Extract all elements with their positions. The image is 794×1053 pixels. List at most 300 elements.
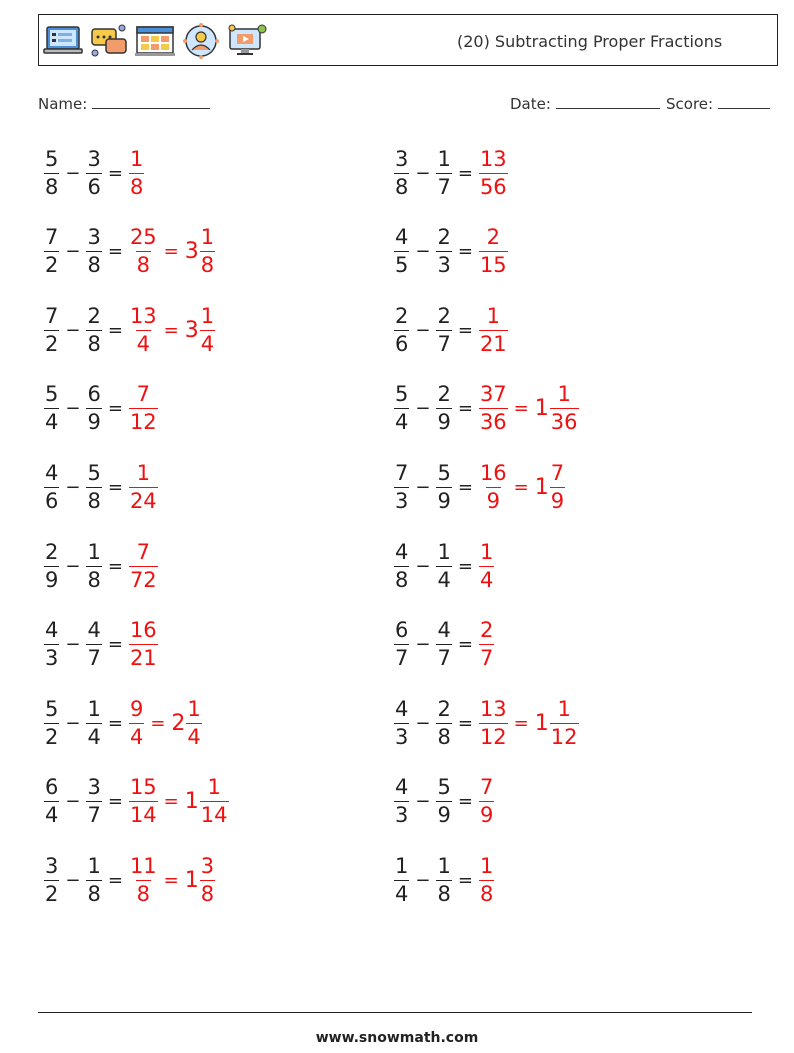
second-operand-fraction bbox=[86, 146, 101, 199]
minus-sign: − bbox=[415, 241, 431, 263]
second-operand-fraction bbox=[436, 539, 451, 592]
worksheet-header bbox=[38, 14, 778, 66]
first-operand-fraction bbox=[44, 696, 59, 749]
answer-fraction bbox=[129, 227, 158, 276]
first-operand-denominator: 3 bbox=[395, 803, 409, 828]
equals-sign-mixed: = bbox=[163, 241, 179, 263]
equals-sign: = bbox=[107, 555, 123, 577]
second-operand-numerator: 3 bbox=[87, 146, 101, 171]
second-operand-fraction bbox=[436, 777, 451, 826]
date-blank[interactable] bbox=[556, 94, 660, 109]
minus-sign: − bbox=[65, 398, 81, 420]
first-operand-fraction bbox=[394, 460, 409, 513]
second-operand-denominator: 8 bbox=[87, 331, 101, 356]
second-operand-numerator: 4 bbox=[87, 618, 101, 643]
second-operand-fraction bbox=[86, 227, 101, 276]
first-operand-numerator: 4 bbox=[45, 460, 59, 485]
second-operand-denominator: 6 bbox=[87, 174, 101, 199]
first-operand-fraction bbox=[44, 384, 59, 433]
problem-item bbox=[44, 611, 158, 679]
problem-item bbox=[44, 689, 202, 757]
answer-numerator: 7 bbox=[136, 382, 150, 407]
first-operand-fraction bbox=[44, 227, 59, 276]
answer-fraction bbox=[129, 696, 144, 749]
mixed-fraction bbox=[200, 303, 215, 356]
problem-item bbox=[44, 218, 215, 286]
mixed-number-answer bbox=[185, 777, 229, 826]
minus-sign: − bbox=[65, 791, 81, 813]
first-operand-fraction bbox=[394, 853, 409, 906]
problem-item bbox=[394, 768, 494, 836]
second-operand-numerator: 2 bbox=[87, 303, 101, 328]
first-operand-numerator: 4 bbox=[395, 225, 409, 250]
second-operand-fraction bbox=[86, 853, 101, 906]
first-operand-fraction bbox=[44, 853, 59, 906]
first-operand-numerator: 4 bbox=[45, 618, 59, 643]
first-operand-fraction bbox=[394, 620, 409, 669]
first-operand-denominator: 8 bbox=[395, 567, 409, 592]
equals-sign-mixed: = bbox=[513, 398, 529, 420]
problem-item bbox=[394, 611, 494, 679]
mixed-numerator: 1 bbox=[207, 775, 221, 800]
mixed-numerator: 3 bbox=[200, 853, 215, 878]
mixed-number-answer bbox=[184, 853, 215, 906]
first-operand-denominator: 2 bbox=[45, 881, 59, 906]
mixed-whole: 1 bbox=[184, 867, 199, 893]
second-operand-denominator: 8 bbox=[87, 253, 101, 278]
second-operand-denominator: 8 bbox=[437, 724, 451, 749]
mixed-denominator: 4 bbox=[200, 331, 215, 356]
answer-fraction bbox=[479, 460, 508, 513]
answer-numerator: 11 bbox=[129, 853, 157, 878]
equals-sign-mixed: = bbox=[163, 869, 179, 891]
first-operand-numerator: 3 bbox=[395, 146, 409, 171]
second-operand-fraction bbox=[86, 303, 101, 356]
problem-item bbox=[394, 453, 565, 521]
equals-sign: = bbox=[107, 634, 123, 656]
problem-item bbox=[394, 846, 494, 914]
second-operand-denominator: 3 bbox=[437, 253, 451, 278]
problem-item bbox=[394, 296, 508, 364]
minus-sign: − bbox=[415, 791, 431, 813]
first-operand-numerator: 6 bbox=[45, 775, 59, 800]
first-operand-denominator: 2 bbox=[45, 724, 59, 749]
answer-numerator: 7 bbox=[136, 539, 150, 564]
equals-sign: = bbox=[107, 162, 123, 184]
answer-numerator: 37 bbox=[479, 382, 507, 407]
second-operand-fraction bbox=[86, 696, 101, 749]
second-operand-denominator: 7 bbox=[437, 331, 451, 356]
second-operand-fraction bbox=[436, 853, 451, 906]
equals-sign-mixed: = bbox=[513, 712, 529, 734]
second-operand-numerator: 2 bbox=[437, 696, 451, 721]
second-operand-numerator: 2 bbox=[437, 303, 451, 328]
answer-numerator: 2 bbox=[486, 225, 500, 250]
answer-numerator: 1 bbox=[479, 853, 494, 878]
second-operand-denominator: 9 bbox=[437, 488, 451, 513]
equals-sign-mixed: = bbox=[163, 791, 179, 813]
first-operand-numerator: 2 bbox=[395, 303, 409, 328]
minus-sign: − bbox=[415, 555, 431, 577]
answer-fraction bbox=[129, 777, 158, 826]
answer-fraction bbox=[479, 777, 494, 826]
first-operand-numerator: 4 bbox=[395, 539, 409, 564]
minus-sign: − bbox=[65, 319, 81, 341]
answer-denominator: 7 bbox=[479, 646, 494, 671]
second-operand-fraction bbox=[436, 696, 451, 749]
score-label: Score: bbox=[666, 95, 714, 113]
name-field[interactable] bbox=[38, 94, 210, 113]
problem-item bbox=[394, 689, 579, 757]
minus-sign: − bbox=[65, 555, 81, 577]
problem-item bbox=[394, 532, 494, 600]
answer-numerator: 9 bbox=[129, 696, 144, 721]
first-operand-denominator: 3 bbox=[395, 724, 409, 749]
minus-sign: − bbox=[65, 712, 81, 734]
mixed-whole: 3 bbox=[184, 239, 199, 265]
first-operand-numerator: 7 bbox=[45, 225, 59, 250]
first-operand-denominator: 5 bbox=[395, 253, 409, 278]
minus-sign: − bbox=[65, 869, 81, 891]
first-operand-fraction bbox=[44, 620, 59, 669]
second-operand-numerator: 1 bbox=[87, 539, 101, 564]
minus-sign: − bbox=[415, 319, 431, 341]
mixed-fraction bbox=[186, 696, 201, 749]
equals-sign: = bbox=[457, 162, 473, 184]
minus-sign: − bbox=[415, 398, 431, 420]
problem-item bbox=[44, 453, 158, 521]
answer-fraction bbox=[129, 620, 158, 669]
mixed-whole: 2 bbox=[171, 710, 186, 736]
first-operand-denominator: 4 bbox=[45, 410, 59, 435]
answer-denominator: 14 bbox=[129, 803, 157, 828]
mixed-number-answer bbox=[534, 696, 579, 749]
equals-sign: = bbox=[457, 398, 473, 420]
equals-sign: = bbox=[457, 241, 473, 263]
answer-denominator: 24 bbox=[129, 488, 157, 513]
answer-fraction bbox=[129, 460, 158, 513]
mixed-whole: 3 bbox=[184, 317, 199, 343]
mixed-numerator: 1 bbox=[557, 696, 571, 721]
date-label: Date: bbox=[510, 95, 551, 113]
mixed-fraction bbox=[200, 853, 215, 906]
second-operand-denominator: 8 bbox=[87, 488, 101, 513]
name-label: Name: bbox=[38, 95, 88, 113]
second-operand-denominator: 9 bbox=[437, 803, 451, 828]
answer-numerator: 7 bbox=[479, 775, 494, 800]
minus-sign: − bbox=[415, 634, 431, 656]
mixed-denominator: 12 bbox=[550, 724, 578, 749]
answer-numerator: 25 bbox=[129, 225, 157, 250]
first-operand-numerator: 5 bbox=[45, 696, 59, 721]
score-field[interactable] bbox=[666, 94, 770, 113]
answer-fraction bbox=[129, 539, 158, 592]
mixed-fraction bbox=[200, 777, 229, 826]
second-operand-numerator: 2 bbox=[437, 382, 451, 407]
mixed-denominator: 36 bbox=[550, 410, 578, 435]
problem-item bbox=[44, 846, 215, 914]
mixed-number-answer bbox=[534, 460, 565, 513]
footer-url: www.snowmath.com bbox=[315, 1030, 479, 1046]
second-operand-denominator: 7 bbox=[437, 174, 451, 199]
second-operand-fraction bbox=[86, 777, 101, 826]
minus-sign: − bbox=[415, 476, 431, 498]
answer-denominator: 21 bbox=[479, 331, 507, 356]
equals-sign: = bbox=[107, 869, 123, 891]
first-operand-numerator: 5 bbox=[45, 382, 59, 407]
answer-fraction bbox=[479, 303, 508, 356]
equals-sign-mixed: = bbox=[150, 712, 166, 734]
first-operand-fraction bbox=[394, 146, 409, 199]
mixed-whole: 1 bbox=[534, 710, 549, 736]
answer-fraction bbox=[129, 303, 158, 356]
answer-numerator: 2 bbox=[479, 618, 494, 643]
answer-fraction bbox=[129, 146, 144, 199]
answer-numerator: 15 bbox=[129, 775, 157, 800]
equals-sign: = bbox=[107, 476, 123, 498]
score-blank[interactable] bbox=[718, 94, 770, 109]
first-operand-denominator: 3 bbox=[395, 488, 409, 513]
equals-sign: = bbox=[457, 634, 473, 656]
answer-numerator: 1 bbox=[479, 539, 494, 564]
answer-denominator: 36 bbox=[479, 410, 507, 435]
second-operand-denominator: 8 bbox=[437, 881, 451, 906]
problem-item bbox=[44, 296, 215, 364]
first-operand-fraction bbox=[394, 227, 409, 276]
first-operand-denominator: 6 bbox=[395, 331, 409, 356]
first-operand-fraction bbox=[44, 303, 59, 356]
mixed-number-answer bbox=[185, 227, 215, 276]
second-operand-denominator: 7 bbox=[87, 646, 101, 671]
equals-sign: = bbox=[457, 555, 473, 577]
second-operand-numerator: 6 bbox=[87, 382, 101, 407]
first-operand-denominator: 2 bbox=[45, 331, 59, 356]
second-operand-numerator: 5 bbox=[437, 775, 451, 800]
second-operand-fraction bbox=[86, 384, 101, 433]
equals-sign: = bbox=[107, 319, 123, 341]
equals-sign: = bbox=[107, 712, 123, 734]
answer-fraction bbox=[479, 853, 494, 906]
answer-denominator: 4 bbox=[136, 331, 150, 356]
mixed-denominator: 9 bbox=[550, 488, 565, 513]
equals-sign-mixed: = bbox=[513, 476, 529, 498]
equals-sign: = bbox=[457, 791, 473, 813]
second-operand-numerator: 1 bbox=[87, 853, 101, 878]
equals-sign: = bbox=[457, 319, 473, 341]
first-operand-numerator: 1 bbox=[395, 853, 409, 878]
mixed-fraction bbox=[550, 696, 579, 749]
mixed-fraction bbox=[550, 384, 579, 433]
first-operand-numerator: 7 bbox=[45, 303, 59, 328]
first-operand-fraction bbox=[394, 384, 409, 433]
chat-icon bbox=[89, 23, 129, 59]
video-monitor-icon bbox=[227, 23, 267, 59]
second-operand-numerator: 3 bbox=[87, 225, 101, 250]
first-operand-numerator: 3 bbox=[45, 853, 59, 878]
answer-fraction bbox=[479, 696, 508, 749]
mixed-number-answer bbox=[535, 384, 579, 433]
second-operand-numerator: 1 bbox=[437, 146, 451, 171]
first-operand-denominator: 4 bbox=[395, 881, 409, 906]
second-operand-fraction bbox=[436, 460, 451, 513]
answer-denominator: 4 bbox=[129, 724, 144, 749]
first-operand-denominator: 9 bbox=[45, 567, 59, 592]
answer-fraction bbox=[479, 539, 494, 592]
mixed-numerator: 1 bbox=[557, 382, 571, 407]
second-operand-denominator: 9 bbox=[87, 410, 101, 435]
second-operand-denominator: 4 bbox=[437, 567, 451, 592]
user-target-icon bbox=[181, 23, 221, 59]
second-operand-numerator: 3 bbox=[87, 775, 101, 800]
second-operand-denominator: 9 bbox=[437, 410, 451, 435]
header-icons bbox=[43, 23, 267, 59]
second-operand-numerator: 2 bbox=[437, 225, 451, 250]
first-operand-numerator: 5 bbox=[45, 146, 59, 171]
answer-denominator: 21 bbox=[129, 646, 157, 671]
problem-item bbox=[394, 375, 579, 443]
first-operand-denominator: 7 bbox=[395, 646, 409, 671]
answer-numerator: 1 bbox=[136, 460, 150, 485]
first-operand-fraction bbox=[44, 146, 59, 199]
answer-denominator: 8 bbox=[479, 881, 494, 906]
minus-sign: − bbox=[65, 162, 81, 184]
equals-sign: = bbox=[107, 791, 123, 813]
answer-denominator: 12 bbox=[129, 410, 157, 435]
first-operand-numerator: 4 bbox=[395, 696, 409, 721]
answer-numerator: 16 bbox=[129, 618, 157, 643]
mixed-numerator: 1 bbox=[187, 696, 201, 721]
first-operand-numerator: 6 bbox=[395, 618, 409, 643]
first-operand-fraction bbox=[394, 777, 409, 826]
mixed-fraction bbox=[550, 460, 565, 513]
first-operand-denominator: 2 bbox=[45, 253, 59, 278]
first-operand-fraction bbox=[44, 539, 59, 592]
first-operand-denominator: 8 bbox=[45, 174, 59, 199]
mixed-whole: 1 bbox=[184, 789, 199, 815]
answer-denominator: 9 bbox=[479, 803, 494, 828]
answer-denominator: 72 bbox=[129, 567, 157, 592]
mixed-denominator: 4 bbox=[187, 724, 201, 749]
mixed-number-answer bbox=[171, 696, 201, 749]
answer-fraction bbox=[479, 384, 508, 433]
answer-denominator: 15 bbox=[479, 253, 507, 278]
first-operand-denominator: 8 bbox=[395, 174, 409, 199]
second-operand-denominator: 7 bbox=[87, 803, 101, 828]
second-operand-fraction bbox=[436, 227, 451, 276]
first-operand-denominator: 4 bbox=[45, 803, 59, 828]
equals-sign: = bbox=[107, 241, 123, 263]
answer-denominator: 4 bbox=[479, 567, 494, 592]
second-operand-fraction bbox=[86, 460, 101, 513]
second-operand-numerator: 1 bbox=[437, 539, 451, 564]
answer-denominator: 8 bbox=[136, 881, 150, 906]
storefront-icon bbox=[135, 23, 175, 59]
minus-sign: − bbox=[415, 162, 431, 184]
problem-item bbox=[44, 139, 144, 207]
mixed-fraction bbox=[200, 227, 215, 276]
second-operand-denominator: 8 bbox=[87, 881, 101, 906]
equals-sign: = bbox=[107, 398, 123, 420]
problem-item bbox=[394, 218, 508, 286]
minus-sign: − bbox=[415, 869, 431, 891]
problem-item bbox=[394, 139, 508, 207]
mixed-numerator: 7 bbox=[550, 460, 565, 485]
second-operand-fraction bbox=[86, 620, 101, 669]
worksheet-title: (20) Subtracting Proper Fractions bbox=[457, 32, 723, 51]
second-operand-numerator: 4 bbox=[437, 618, 451, 643]
mixed-numerator: 1 bbox=[200, 225, 215, 250]
answer-fraction bbox=[479, 620, 494, 669]
minus-sign: − bbox=[415, 712, 431, 734]
footer-divider bbox=[38, 1012, 752, 1013]
minus-sign: − bbox=[65, 241, 81, 263]
first-operand-fraction bbox=[394, 539, 409, 592]
first-operand-denominator: 3 bbox=[45, 646, 59, 671]
answer-fraction bbox=[479, 227, 508, 276]
problem-item bbox=[44, 532, 158, 600]
mixed-number-answer bbox=[184, 303, 215, 356]
answer-fraction bbox=[129, 384, 158, 433]
answer-numerator: 13 bbox=[479, 146, 507, 171]
answer-denominator: 8 bbox=[136, 253, 150, 278]
second-operand-numerator: 5 bbox=[87, 460, 101, 485]
equals-sign: = bbox=[457, 476, 473, 498]
answer-denominator: 56 bbox=[479, 174, 507, 199]
mixed-numerator: 1 bbox=[200, 303, 215, 328]
problem-item bbox=[44, 768, 229, 836]
mixed-whole: 1 bbox=[534, 474, 549, 500]
first-operand-fraction bbox=[394, 303, 409, 356]
first-operand-numerator: 7 bbox=[395, 460, 409, 485]
name-blank[interactable] bbox=[92, 94, 210, 109]
mixed-denominator: 8 bbox=[200, 253, 215, 278]
answer-denominator: 8 bbox=[129, 174, 144, 199]
date-field[interactable] bbox=[510, 94, 660, 113]
second-operand-denominator: 4 bbox=[87, 724, 101, 749]
second-operand-denominator: 8 bbox=[87, 567, 101, 592]
mixed-whole: 1 bbox=[534, 396, 549, 422]
second-operand-fraction bbox=[436, 384, 451, 433]
second-operand-fraction bbox=[436, 620, 451, 669]
second-operand-numerator: 1 bbox=[87, 696, 101, 721]
second-operand-numerator: 1 bbox=[437, 853, 451, 878]
minus-sign: − bbox=[65, 634, 81, 656]
first-operand-numerator: 4 bbox=[395, 775, 409, 800]
answer-numerator: 16 bbox=[479, 460, 507, 485]
first-operand-numerator: 5 bbox=[395, 382, 409, 407]
second-operand-fraction bbox=[86, 539, 101, 592]
problem-item bbox=[44, 375, 158, 443]
equals-sign: = bbox=[457, 712, 473, 734]
answer-numerator: 13 bbox=[129, 303, 157, 328]
answer-numerator: 13 bbox=[479, 696, 507, 721]
laptop-icon bbox=[43, 23, 83, 59]
second-operand-fraction bbox=[436, 303, 451, 356]
second-operand-numerator: 5 bbox=[437, 460, 451, 485]
first-operand-fraction bbox=[44, 777, 59, 826]
second-operand-denominator: 7 bbox=[437, 646, 451, 671]
answer-numerator: 1 bbox=[129, 146, 144, 171]
answer-denominator: 12 bbox=[479, 724, 507, 749]
equals-sign-mixed: = bbox=[163, 319, 179, 341]
equals-sign: = bbox=[457, 869, 473, 891]
first-operand-fraction bbox=[394, 696, 409, 749]
minus-sign: − bbox=[65, 476, 81, 498]
first-operand-denominator: 6 bbox=[45, 488, 59, 513]
mixed-denominator: 14 bbox=[200, 803, 228, 828]
first-operand-denominator: 4 bbox=[395, 410, 409, 435]
mixed-denominator: 8 bbox=[200, 881, 215, 906]
